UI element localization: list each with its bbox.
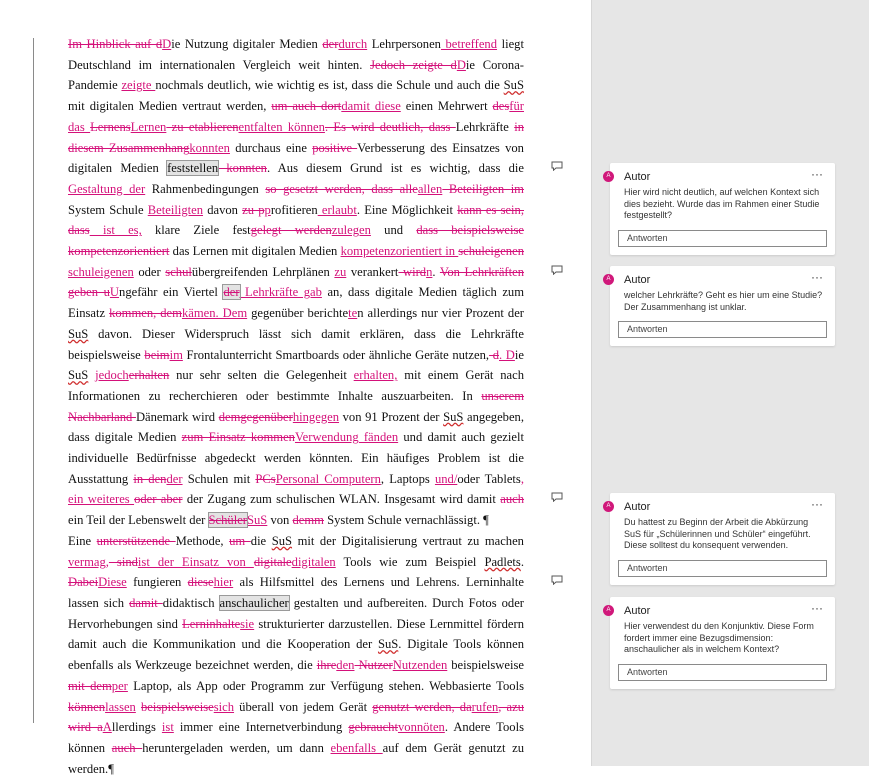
- spelling-flag: Padlets: [484, 554, 521, 569]
- inserted-text: betreffend: [440, 37, 498, 51]
- body-text: einen Mehrwert: [400, 99, 493, 114]
- inserted-text: der: [166, 471, 183, 486]
- inserted-text: Diese: [98, 575, 127, 590]
- body-text: verankert: [346, 264, 399, 279]
- body-text: , Laptops: [380, 471, 435, 486]
- body-text: oder Tablets: [457, 471, 521, 486]
- body-text: liegt Deutschland im internationalen Vergleich weit hinten.: [68, 37, 524, 72]
- body-text: gegenüber berichte: [247, 306, 349, 321]
- body-text: mit digitalen Medien vertraut werden,: [68, 99, 272, 114]
- inserted-text: A: [102, 720, 112, 735]
- deleted-text: oder aber: [134, 492, 183, 507]
- inserted-text: den: [336, 658, 355, 673]
- inserted-text: vonnöten: [397, 720, 445, 735]
- body-text: als Hilfsmittel des Lernens und Lehrens. Lerninhalte lassen sich: [68, 575, 524, 610]
- deleted-text: Im Hinblick auf d: [68, 37, 163, 51]
- body-text: Dänemark wird: [135, 409, 219, 424]
- deleted-text: kann es sein, dass: [68, 202, 524, 238]
- inserted-text: Nutzenden: [392, 658, 448, 673]
- body-text: strukturierter darzustellen. Diese Lernmittel fördern damit auch die Kommunikation und die Kooperation der: [68, 616, 524, 652]
- reply-input[interactable]: Antworten: [618, 560, 827, 577]
- deleted-text: sind: [108, 554, 138, 569]
- comment-anchor[interactable]: der: [223, 285, 240, 300]
- avatar: A: [603, 501, 614, 512]
- body-text: oder: [133, 264, 166, 279]
- more-options-icon[interactable]: ···: [811, 601, 823, 615]
- comment-text: welcher Lehrkräfte? Geht es hier um eine Studie? Der Zusammenhang ist unklar.: [624, 290, 823, 312]
- body-text: die: [250, 533, 272, 548]
- inserted-text: ebenfalls: [330, 740, 383, 755]
- body-text: didaktisch: [162, 595, 220, 610]
- deleted-text: demgegenüber: [218, 409, 293, 424]
- deleted-text: Lerninhalte: [182, 616, 241, 631]
- inserted-text: Gestaltung der: [68, 181, 146, 196]
- more-options-icon[interactable]: ···: [811, 497, 823, 511]
- more-options-icon[interactable]: ···: [811, 167, 823, 181]
- body-text: Tools wie zum Beispiel: [335, 554, 485, 569]
- body-text: gestalten und aufbereiten. Durch Fotos oder Hervorhebungen sind: [68, 595, 524, 631]
- body-text: n allerdings nur vier Prozent der: [357, 306, 524, 321]
- body-text: auf dem Gerät genutzt zu werden.¶: [68, 740, 525, 776]
- inserted-text: n: [426, 264, 433, 279]
- body-text: Laptop, als App oder Programm zur Verfügung stehen. Webbasierte Tools: [127, 678, 524, 693]
- body-text: Methode,: [175, 533, 230, 548]
- spelling-flag: SuS: [377, 637, 399, 652]
- comment-card[interactable]: [606, 493, 835, 585]
- inserted-text: zulegen: [331, 223, 371, 238]
- deleted-text: Jedoch zeigte d: [370, 57, 457, 72]
- inserted-text: te: [348, 306, 358, 321]
- avatar: A: [603, 171, 614, 182]
- deleted-text: Lernens: [90, 119, 131, 134]
- inserted-text: Beteiligten: [147, 202, 204, 217]
- reply-input[interactable]: Antworten: [618, 230, 827, 247]
- inserted-text: ist es,: [89, 223, 142, 238]
- document-body[interactable]: [68, 34, 524, 779]
- body-text: und: [370, 223, 417, 238]
- body-text: Verbesserung des Einsatzes von digitalen Medien: [68, 140, 524, 176]
- body-text: mit einem Gerät nach Informationen zu recherchieren oder bestimmte Inhalte auszuarbeiten. In: [68, 368, 525, 403]
- comment-text: Hier verwendest du den Konjunktiv. Diese Form fordert immer eine Bezugsdimension: anschaulicher als in welchem Kontext?: [624, 621, 814, 654]
- body-text: .: [432, 264, 440, 279]
- deleted-text: diese: [187, 575, 214, 590]
- inserted-text: Personal Computern: [275, 471, 381, 486]
- inserted-text: . D: [499, 347, 515, 362]
- body-text: beispielsweise: [447, 658, 524, 673]
- body-text: Lehrkräfte: [455, 119, 515, 134]
- body-text: heruntergeladen werden, um dann: [142, 740, 331, 755]
- deleted-text: können: [68, 699, 106, 714]
- inserted-text: D: [456, 57, 466, 72]
- comment-text: Hier wird nicht deutlich, auf welchen Kontext sich dies bezieht. Wurde das im Rahmen einer Studie festgestellt?: [624, 187, 820, 220]
- inserted-text: erhalten,: [353, 368, 398, 383]
- inserted-text: kämen. Dem: [181, 306, 248, 321]
- deleted-text: . Es wird deutlich, dass: [324, 119, 456, 134]
- deleted-text: zum Einsatz kommen: [181, 430, 295, 445]
- deleted-text: gebraucht: [348, 720, 398, 735]
- body-text: Lehrpersonen: [367, 37, 441, 51]
- body-text: Rahmenbedingungen: [145, 181, 266, 196]
- body-text: Eine: [68, 533, 97, 548]
- body-text: das Lernen mit digitalen Medien: [169, 244, 341, 259]
- deleted-text: Nutzer: [354, 658, 393, 673]
- inserted-text: durch: [338, 37, 368, 51]
- deleted-text: kommen, dem: [109, 306, 182, 321]
- deleted-text: erhalten: [128, 368, 170, 383]
- comment-author: Autor: [624, 171, 651, 183]
- comment-author: Autor: [624, 605, 651, 617]
- deleted-text: ihre: [316, 658, 337, 673]
- deleted-text: digitale: [253, 554, 292, 569]
- inserted-text: , ein weiteres: [68, 471, 524, 507]
- deleted-text: damit: [129, 595, 163, 610]
- body-text: durchaus eine: [229, 140, 313, 155]
- body-text: mit der Digitalisierung vertraut zu machen: [292, 533, 524, 548]
- body-text: .: [520, 554, 524, 569]
- inserted-text: per: [111, 678, 128, 693]
- comment-anchor[interactable]: anschaulicher: [219, 595, 289, 610]
- more-options-icon[interactable]: ···: [811, 270, 823, 284]
- body-text: überall von jedem Gerät: [234, 699, 373, 714]
- deleted-text: in diesem Zusammenhang: [68, 119, 524, 155]
- body-text: davon: [203, 202, 243, 217]
- deleted-text: in den: [133, 471, 167, 486]
- comment-author: Autor: [624, 274, 651, 286]
- inserted-text: und/: [434, 471, 458, 486]
- deleted-text: schul: [165, 264, 192, 279]
- comment-text: Du hattest zu Beginn der Arbeit die Abkürzung SuS für „Schülerinnen und Schüler“ eingeführt. Diese solltest du konsequent verwenden.: [624, 517, 811, 550]
- comment-anchor[interactable]: Schüler: [208, 513, 247, 528]
- body-text: davon. Dieser Widerspruch lässt sich damit erklären, dass die Lehrkräfte beispielsweise: [68, 326, 524, 362]
- body-text: . Eine Möglichkeit: [356, 202, 458, 217]
- inserted-text: damit diese: [341, 99, 401, 114]
- inserted-text: U: [109, 285, 120, 300]
- deleted-text: beispielsweise: [140, 699, 214, 714]
- deleted-text: Beteiligten: [442, 181, 511, 196]
- deleted-text: unserem Nachbarland: [68, 388, 524, 424]
- deleted-text: beim: [144, 347, 170, 362]
- paragraph[interactable]: [68, 34, 524, 531]
- body-text: . Andere Tools können: [68, 720, 524, 755]
- body-text: angegeben, dass digitale Medien: [68, 409, 525, 445]
- inserted-text: ist der Einsatz von: [137, 554, 254, 569]
- body-text: klare Ziele fest: [141, 223, 251, 238]
- body-text: von: [267, 513, 293, 528]
- deleted-text: gelegt werden: [250, 223, 332, 238]
- inserted-text: kompetenzorientiert: [340, 244, 446, 259]
- inserted-text: zeigte: [121, 78, 156, 93]
- body-text: der Zugang zum schulischen WLAN. Insgesamt wird damit: [182, 492, 501, 507]
- body-text: rofitieren: [270, 202, 318, 217]
- inserted-text: sie: [240, 616, 255, 631]
- inserted-text: ist: [161, 720, 174, 735]
- spelling-flag: SuS: [443, 409, 464, 424]
- comment-card[interactable]: [606, 163, 835, 255]
- spelling-flag: SuS: [68, 326, 89, 341]
- deleted-text: mit dem: [68, 678, 112, 693]
- body-text: und damit auch gezielt individuelle Bedürfnisse abgedeckt werden könnten. Ein häufiges Problem ist die Ausstattung: [68, 430, 524, 486]
- inserted-text: D: [162, 37, 172, 51]
- inserted-text: Verwendung fänden: [294, 430, 399, 445]
- inserted-text: jedoch: [95, 368, 129, 383]
- deleted-text: zu etablieren: [166, 119, 239, 134]
- deleted-text: im: [510, 181, 524, 196]
- deleted-text: der: [322, 37, 339, 51]
- spelling-flag: SuS: [271, 533, 293, 548]
- deleted-text: des: [492, 99, 510, 114]
- deleted-text: Dabei: [68, 575, 99, 590]
- inserted-text: in: [445, 244, 459, 259]
- inserted-text: zu: [334, 264, 347, 279]
- body-text: System Schule vernachlässigt. ¶: [323, 513, 489, 528]
- inserted-text: für das: [68, 99, 524, 134]
- inserted-text: vermag,: [68, 554, 109, 569]
- deleted-text: konnten: [218, 161, 267, 176]
- body-text: übergreifenden Lehrplänen: [191, 264, 335, 279]
- inserted-text: Lernen: [130, 119, 167, 134]
- deleted-text: zu p: [242, 202, 265, 217]
- comment-marker-icon[interactable]: [551, 492, 563, 502]
- deleted-text: positive: [312, 140, 358, 155]
- inserted-text: im: [169, 347, 183, 362]
- inserted-text: sich: [213, 699, 235, 714]
- body-text: an, dass digitale Medien täglich zum Einsatz: [68, 285, 525, 321]
- body-text: fungieren: [126, 575, 188, 590]
- inserted-text: Lehrkräfte gab: [239, 285, 322, 300]
- body-text: . Aus diesem Grund ist es wichtig, dass die: [266, 161, 525, 176]
- inserted-text: konnten: [189, 140, 230, 155]
- spelling-flag: SuS: [68, 368, 89, 383]
- deleted-text: d: [489, 347, 499, 362]
- body-text: ein Teil der Lebenswelt der: [68, 513, 209, 528]
- body-text: ie: [514, 347, 524, 362]
- deleted-text: so gesetzt werden, dass alle: [265, 181, 418, 196]
- deleted-text: auch: [111, 740, 143, 755]
- deleted-text: um: [229, 533, 251, 548]
- comment-marker-icon[interactable]: [551, 575, 563, 585]
- comment-marker-icon[interactable]: [551, 265, 563, 275]
- spelling-flag: SuS: [503, 78, 524, 93]
- avatar: A: [603, 605, 614, 616]
- body-text: . Digitale Tools können ebenfalls als Werkzeuge bezeichnet werden, die: [68, 637, 524, 673]
- body-text: nur sehr selten die Gelegenheit: [169, 368, 354, 383]
- inserted-text: hier: [213, 575, 234, 590]
- inserted-text: erlaubt: [317, 202, 357, 217]
- body-text: System Schule: [68, 202, 148, 217]
- comment-author: Autor: [624, 501, 651, 513]
- paragraph[interactable]: [68, 531, 524, 779]
- deleted-text: auch: [500, 492, 525, 507]
- inserted-text: entfalten können: [238, 119, 325, 134]
- deleted-text: demm: [292, 513, 324, 528]
- body-text: ngefähr ein Viertel: [119, 285, 224, 300]
- body-text: Schulen mit: [182, 471, 256, 486]
- inserted-text: lassen: [105, 699, 136, 714]
- deleted-text: Von Lehrkräften geben u: [68, 264, 524, 300]
- avatar: A: [603, 274, 614, 285]
- body-text: von 91 Prozent der: [339, 409, 444, 424]
- inserted-text: SuS: [247, 513, 268, 528]
- reply-input[interactable]: Antworten: [618, 664, 827, 681]
- body-text: nochmals deutlich, wie wichtig es ist, dass die Schule und auch die: [155, 78, 504, 93]
- body-text: llerdings: [111, 720, 162, 735]
- body-text: immer eine Internetverbindung: [173, 720, 349, 735]
- body-text: ie Nutzung digitaler Medien: [171, 37, 323, 51]
- comment-anchor[interactable]: feststellen: [167, 161, 219, 176]
- change-bar: [33, 38, 34, 723]
- deleted-text: genutzt werden, da: [372, 699, 472, 714]
- comment-card[interactable]: [606, 597, 835, 689]
- comment-marker-icon[interactable]: [551, 161, 563, 171]
- inserted-text: allen: [417, 181, 443, 196]
- deleted-text: wird: [398, 264, 427, 279]
- deleted-text: , azu wird a: [68, 699, 524, 735]
- inserted-text: p: [264, 202, 271, 217]
- deleted-text: schuleigenen: [458, 244, 524, 259]
- inserted-text: rufen: [471, 699, 499, 714]
- reply-input[interactable]: Antworten: [618, 321, 827, 338]
- deleted-text: um auch dort: [271, 99, 342, 114]
- deleted-text: unterstützende: [96, 533, 176, 548]
- body-text: Frontalunterricht Smartboards oder ähnliche Geräte nutzen,: [182, 347, 490, 362]
- inserted-text: digitalen: [291, 554, 336, 569]
- deleted-text: PCs: [255, 471, 276, 486]
- deleted-text: dass beispielsweise kompetenzorientiert: [68, 223, 524, 259]
- inserted-text: hingegen: [292, 409, 340, 424]
- comment-card[interactable]: [606, 266, 835, 346]
- inserted-text: schuleigenen: [68, 264, 134, 279]
- body-text: ie Corona-Pandemie: [68, 57, 524, 93]
